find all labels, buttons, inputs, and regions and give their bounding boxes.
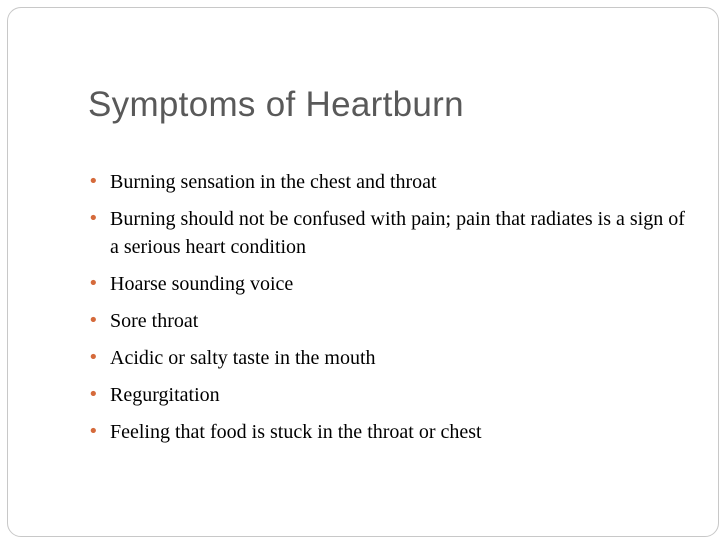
bullet-text: Acidic or salty taste in the mouth (110, 347, 376, 369)
bullet-dot-icon: • (88, 421, 99, 442)
bullet-dot-icon: • (88, 310, 99, 331)
bullet-item (86, 344, 698, 372)
bullet-item (86, 307, 698, 335)
slide-frame (7, 7, 719, 537)
bullet-dot-icon: • (88, 208, 99, 229)
bullet-text: Burning should not be confused with pain; pain that radiates is a sign of a serious heart condition (110, 208, 685, 258)
bullet-dot-icon: • (88, 384, 99, 405)
bullet-text: Sore throat (110, 310, 199, 332)
bullet-item (86, 418, 698, 446)
bullet-text: Hoarse sounding voice (110, 273, 294, 295)
bullet-list (86, 168, 698, 455)
bullet-dot-icon: • (88, 273, 99, 294)
bullet-text: Feeling that food is stuck in the throat or chest (110, 421, 482, 443)
bullet-text: Regurgitation (110, 384, 220, 406)
bullet-item (86, 381, 698, 409)
slide-title: Symptoms of Heartburn (88, 85, 464, 124)
bullet-text: Burning sensation in the chest and throat (110, 171, 437, 193)
bullet-item (86, 270, 698, 298)
bullet-item (86, 205, 698, 261)
bullet-dot-icon: • (88, 347, 99, 368)
bullet-item (86, 168, 698, 196)
bullet-dot-icon: • (88, 171, 99, 192)
